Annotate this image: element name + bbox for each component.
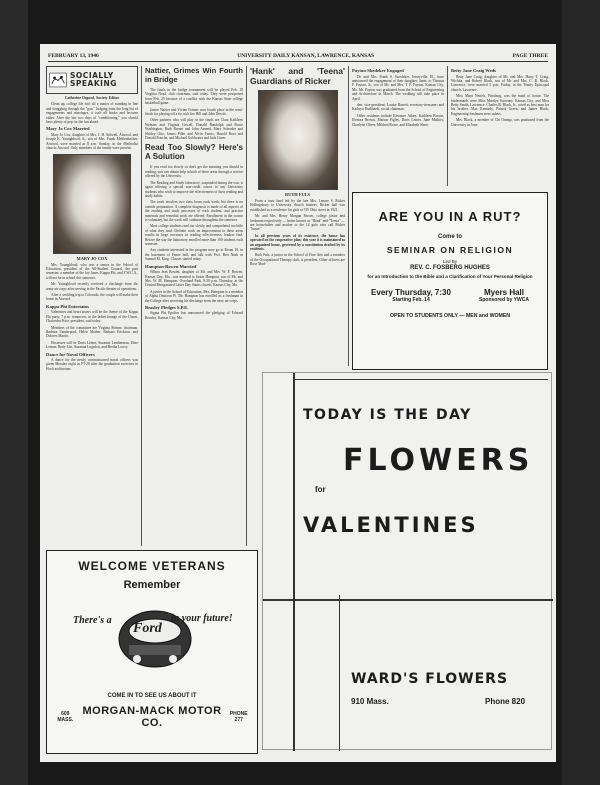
flowers-ad-phone: Phone 820 xyxy=(485,697,526,706)
craig-heading: Betty Jane Craig Weds xyxy=(451,68,496,73)
flowers-ad-bar-mid xyxy=(263,599,553,601)
header-page-number: PAGE THREE xyxy=(512,52,548,59)
ford-ad-slogan-a: There's a xyxy=(73,615,112,626)
society-masthead xyxy=(46,66,138,94)
craig-column xyxy=(451,66,549,186)
seminar-ad-leader: REV. C. FOSBERG HUGHES xyxy=(410,265,490,271)
ford-ad xyxy=(46,550,258,754)
society-byline: Catherine Osgood, Society Editor xyxy=(64,96,120,100)
nattier-paragraph-3: Other partners who will play in the finals are Clara Kathleen Webster and Virginia Cowell, Donald Randolph and Bruce Washington, Ruth Burnet and John Amend, Mary Schroder and Shirley Otto, James Pillet and Alvin Travis, Harold Root and Donald Fraiche, and Michael Goldwater and Jack Greer. xyxy=(145,118,243,141)
seminar-ad-where: Myers Hall xyxy=(483,288,524,297)
seminar-ad-come: Come to xyxy=(438,234,462,240)
reading-paragraph-5: Any students interested in the program may go to Room 18, in the basement of Fraser hall, and talk with Prof. Bert Nash or Samuel M. King. Classes started today. xyxy=(145,248,243,262)
nattier-paragraph-2: Janice Nattier and Vivian Grimes won fourth place in the semi-finals for playing off a tie with Joe Hill and John Dewitt. xyxy=(145,107,243,117)
wards-flowers-ad xyxy=(262,372,552,750)
society-kappa-paragraph-3: Hostesses will be Doris Leiner, Suzanne Leatherman, Elsie Lemon, Betty List, Suzanna Logsdon, and Bertha Lowry. xyxy=(46,340,138,350)
society-cox-paragraph-1: Mary Jo Cox, daughter of Mrs. J. H. Stilwell, Atwood, and Joseph K. Youngblood, Jr., son of Mrs. Frank Mehlenbacher, Atwood, were married at 8 a.m. Sunday, in the Methodist church, Atwood. Only members of the family were present. xyxy=(46,132,138,151)
payton-heading: Payton-Shedeker Engaged xyxy=(352,68,404,73)
seminar-ad-starting: Starting Feb. 14 xyxy=(392,297,430,303)
payton-paragraph-2: den, vice-president; Louise Barrett, secretary-treasurer; and Kathryn Burkhardt, social chairman. xyxy=(352,102,444,112)
seminar-ad-purpose: for an Introduction to the Bible and a Clarification of Your Personal Religion xyxy=(367,274,533,279)
film-margin-right xyxy=(562,0,600,785)
flowers-ad-line3: for xyxy=(315,485,326,494)
ford-ad-headline: WELCOME VETERANS xyxy=(78,559,226,573)
seminar-ad-schedule xyxy=(357,288,543,303)
society-kappa-paragraph-2: Members of the committee are Virginia Shimer, chairman, Barbara Vanderpool, Helen Mather, Barbara Erickson, and Dolores Martin. xyxy=(46,325,138,339)
flowers-ad-bar-top xyxy=(293,379,548,380)
film-margin-left xyxy=(0,0,28,785)
ford-ad-footer xyxy=(51,705,253,729)
flowers-ad-line1: TODAY IS THE DAY xyxy=(303,407,472,423)
society-emblem-icon xyxy=(49,69,67,91)
ford-ad-come-in: COME IN TO SEE US ABOUT IT xyxy=(107,693,197,699)
society-cox-paragraph-4: After a wedding trip to Colorado, the couple will make their home in Atwood. xyxy=(46,293,138,302)
craig-paragraph-1: Betty Jane Craig, daughter of Mr. and Mrs. Harry T. Craig, Wichita, and Robert Black, son of Mr. and Mrs. C. B. Black, Lawrence, were married 5 p.m. Friday, in the Trinity Episcopal church, Lawrence. xyxy=(451,74,549,92)
craig-paragraph-3: Mrs. Black, a member of Chi Omega, was graduated from the University in June. xyxy=(451,118,549,127)
society-heading-kappa: Kappa Phi Entertains xyxy=(46,303,89,309)
flowers-ad-address: 910 Mass. xyxy=(351,697,389,706)
column-rule-3 xyxy=(348,66,349,366)
seminar-ad-when: Every Thursday, 7:30 xyxy=(371,288,451,297)
ricker-column xyxy=(250,66,345,386)
mary-jo-cox-caption: MARY JO COX xyxy=(76,255,108,261)
society-cox-paragraph-3: Mr. Youngblood recently received a discharge from the army air corps after serving in the Pacific theater of operations. xyxy=(46,282,138,291)
seminar-ad-open: OPEN TO STUDENTS ONLY — MEN and WOMEN xyxy=(389,313,511,319)
ricker-paragraph-1: From a trust fund left by the late Mrs. Lenore S. Ricker Hollingsbury to University church trustees, Ricker hall was established as a residence for girls at 745 Ohio street in 1921. xyxy=(250,199,345,212)
hampton-paragraph-1: Wilma Jean Bowen, daughter of Mr. and Mrs. W. F. Bowen, Kansas City, Mo., was married to Justin Hampton, son of Mr. and Mrs. W. M. Hampton, Overland Park, 8:30 p.m. Thursday, at the Central Reorganized Latter Day Saints church, Kansas City, Mo. xyxy=(145,270,243,288)
flowers-ad-line2: FLOWERS xyxy=(343,443,534,478)
ford-ad-graphic xyxy=(51,595,253,687)
column-rule-1 xyxy=(141,66,142,546)
ricker-paragraph-2: Mr. and Mrs. Henry Morgan Brown, college junior and freshman respectively — better known as "Hank" and "Teena" — are housefather and mother to the 14 girls who call Ricker "home." xyxy=(250,214,345,232)
society-heading-dance: Dance for Naval Officers xyxy=(46,351,95,357)
reading-paragraph-4: Most college students read too slowly and comprehend too little of what they read. Definite work on improvement in these areas results in large increases in reading effectiveness, leaders find. Before the war the laboratory enrolled more than 100 students each semester. xyxy=(145,224,243,246)
ricker-paragraph-4: Ruth Fuls, a junior in the School of Fine Arts and a member of the Occupational Therapy club, is president. Other officers are Rose Mad- xyxy=(250,253,345,267)
society-column xyxy=(46,66,138,546)
seminar-ad-led-by: Led By xyxy=(442,259,457,264)
hampton-heading: Hampton-Bowen Married xyxy=(145,263,197,269)
ford-ad-dealer: MORGAN-MACK MOTOR CO. xyxy=(82,705,222,729)
flowers-ad-stem-mid xyxy=(339,595,340,751)
seminar-ad xyxy=(352,192,548,370)
craig-paragraph-2: Miss Mimi Nettels, Pittsburg, was the maid of honor. The bridesmaids were Miss Marilyn Sweeney, Kansas City, and Miss Betty Smith, Lawrence. Charles B. Black, Jr., acted as best man for his brother. Max Kennedy, Patrick Green, and James Black, Engineering freshmen were ushers. xyxy=(451,94,549,116)
reading-paragraph-1: If you read too slowly or don't get the meaning you should in reading, you can obtain help in both of these areas through a service offered by the University. xyxy=(145,165,243,179)
reading-headline: Read Too Slowly? Here's A Solution xyxy=(145,143,243,162)
payton-paragraph-3: Other residents include Eleanore Aiken, Kathleen Brown, Elenora Brown, Marion Figley, Doris Leiner, June Mallory, Charlyne Oliver, Mildred Rowe, and Elizabeth Shaw. xyxy=(352,113,444,127)
flowers-ad-stem-left xyxy=(293,373,295,751)
reading-paragraph-2: The Reading and Study laboratory, suspended during the war, is again offering a special non-credit course to any University students who wish to improve the effectiveness of their reading and study habits. xyxy=(145,180,243,198)
header-date: FEBRUARY 13, 1946 xyxy=(48,52,99,59)
beasley-heading: Beasley Pledges S.P.E. xyxy=(145,304,189,310)
seminar-ad-headline: ARE YOU IN A RUT? xyxy=(378,209,522,224)
hampton-paragraph-2: A junior in the School of Education, Mrs. Hampton is a member of Alpha Omicron Pi. Mr. Hampton has enrolled as a freshman in the College after receiving his discharge from the navy air corps. xyxy=(145,289,243,303)
header-paper-name: UNIVERSITY DAILY KANSAN, LAWRENCE, KANSAS xyxy=(237,52,375,59)
seminar-ad-title: SEMINAR ON RELIGION xyxy=(386,245,514,255)
society-dance-paragraph: A dance for the newly commissioned naval officers was given Monday night in FT-20 after the graduation exercises in Hoch auditorium. xyxy=(46,358,138,371)
society-intro: Clean up, college life isn't all a matter of standing in line and struggling through the "gun." Judging from the long list of engagements and marriages, it isn't all books and lectures either. After the last two days of "conditioning," you should have plenty of pep for the fun ahead. xyxy=(46,102,138,125)
seminar-ad-sponsor: Sponsored by YWCA xyxy=(479,297,529,303)
ricker-paragraph-3: In all previous years of its existence, the house has operated on the cooperative plan; this year it is maintained as an organized house, governed by a constitution drafted by its residents. xyxy=(250,233,345,252)
mary-jo-cox-photo xyxy=(53,154,131,254)
payton-paragraph-1: Dr. and Mrs. Frank S. Swedeker, Jerseyville, Ill., have announced the engagement of their daughter, Janet, to Thomas F. Payton, Jr., son of Mr. and Mrs. T. F. Payton, Kansas City, Mo. Mr. Payton was graduated from the School of Engineering and Architecture in March. The wedding will take place in April. xyxy=(352,74,444,101)
reading-paragraph-3: The work involves two class hours each week, but there is no outside preparation. A complete diagnosis is made of all aspects of the reading and study processes of each student, and practice materials and remedial work are offered. Enrollment in the course is voluntary, but the work will continue throughout the semester. xyxy=(145,200,243,222)
ruth-fuls-caption: RUTH FULS xyxy=(284,192,310,197)
ford-ad-phone: PHONE 277 xyxy=(229,711,248,723)
society-kappa-paragraph-1: Valentines and heart sisters will be the theme of the Kappa Phi party, 7 p.m. tomorrow, in the ladies lounge of the Union, Chalcedra Price, president, said today. xyxy=(46,310,138,324)
nattier-paragraph-1: The finals in the bridge tournament will be played Feb. 18 Virginia Nead, club chairman, said today. They were postponed from Feb. 25 because of a conflict with the Kansas State college basketball game. xyxy=(145,88,243,106)
flowers-ad-shop-name: WARD'S FLOWERS xyxy=(351,671,509,687)
payton-column xyxy=(352,66,444,186)
page-header xyxy=(48,50,548,62)
ford-ad-brand: Ford xyxy=(133,621,162,636)
ford-ad-remember: Remember xyxy=(123,579,181,591)
ricker-headline: 'Hank' and 'Teena' Guardians of Ricker xyxy=(250,66,345,86)
ruth-fuls-photo xyxy=(258,90,338,190)
nattier-headline: Nattier, Grimes Win Fourth in Bridge xyxy=(145,66,243,84)
column-rule-2 xyxy=(246,66,247,546)
ford-ad-address: 609 MASS. xyxy=(57,711,74,723)
society-cox-paragraph-2: Mrs. Youngblood, who was a senior in the School of Education, president of the All-Student Council, the past semester, a member of the Jay Janes, Kappa Phi, and Y.W.C.A., will not be in school this semester. xyxy=(46,262,138,280)
society-title: SOCIALLY SPEAKING xyxy=(70,71,117,88)
flowers-ad-line4: VALENTINES xyxy=(303,513,479,537)
bridge-reading-column xyxy=(145,66,243,546)
beasley-paragraph: Sigma Phi Epsilon has announced the pledging of Edward Beasley, Kansas City, Mo. xyxy=(145,311,243,320)
society-heading-cox: Mary Jo Cox Married xyxy=(46,126,90,132)
newspaper-page xyxy=(40,44,556,762)
column-rule-4 xyxy=(447,66,448,186)
ford-ad-slogan-b: in your future! xyxy=(171,613,233,624)
